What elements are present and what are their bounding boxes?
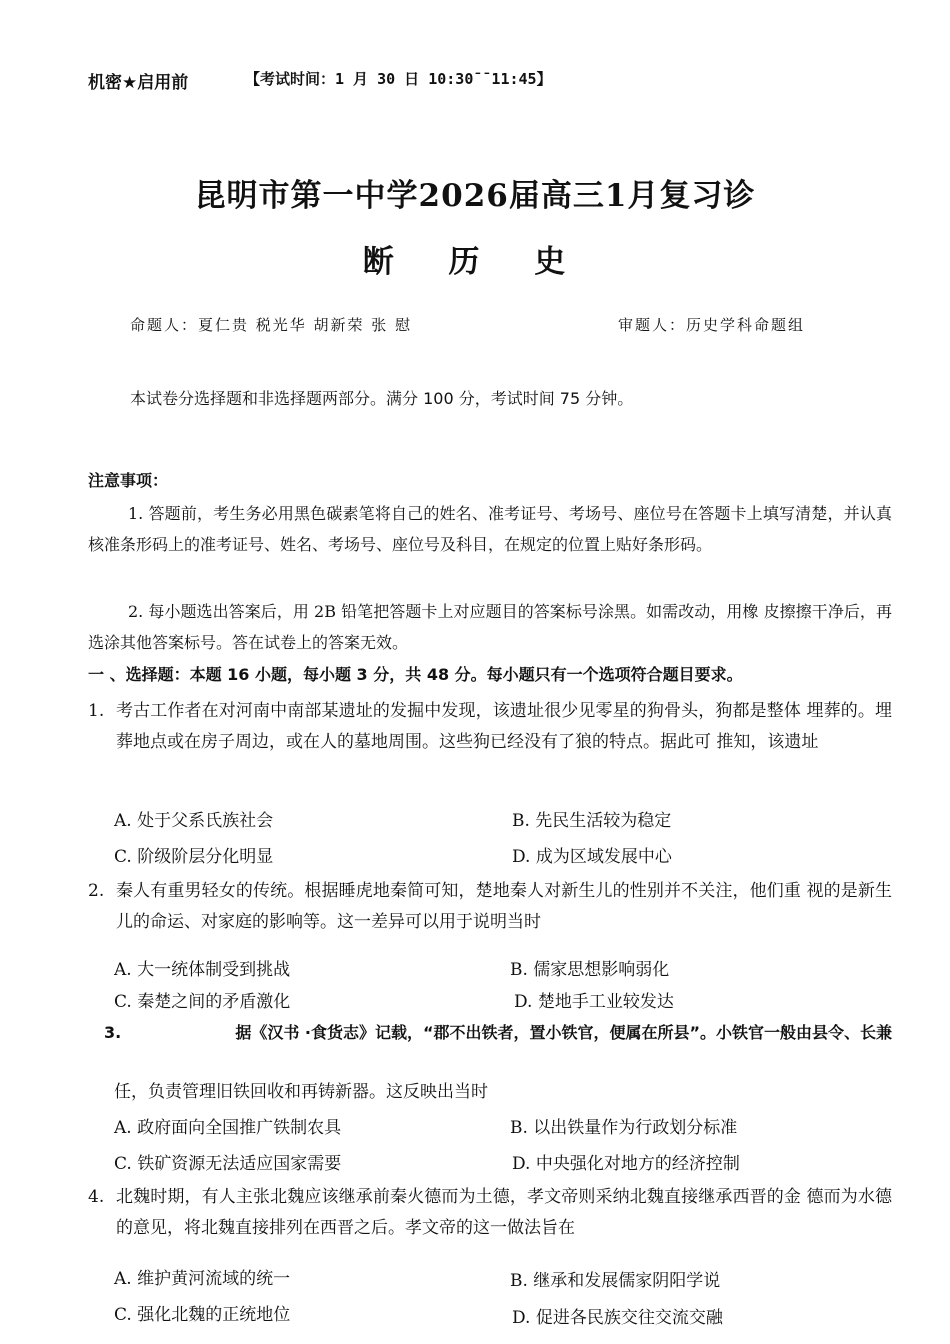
q4-option-a: A. 维护黄河流域的统一 <box>114 1269 291 1289</box>
q3-text-continued: 任，负责管理旧铁回收和再铸新器。这反映出当时 <box>114 1082 488 1102</box>
q1-option-d: D. 成为区域发展中心 <box>512 847 672 867</box>
q3-option-c: C. 铁矿资源无法适应国家需要 <box>114 1154 342 1174</box>
q4-option-c: C. 强化北魏的正统地位 <box>114 1305 291 1325</box>
question-text: 考古工作者在对河南中南部某遗址的发掘中发现，该遗址很少见零星的狗骨头，狗都是整体 埋葬的。埋葬地点或在房子周边，或在人的墓地周围。这些狗已经没有了狼的特点。据此可 推知，该遗址 <box>116 701 892 752</box>
question-text: 秦人有重男轻女的传统。根据睡虎地秦简可知，楚地秦人对新生儿的性别并不关注，他们重 视的是新生儿的命运、对家庭的影响等。这一差异可以用于说明当时 <box>116 881 892 932</box>
q1-option-b: B. 先民生活较为稳定 <box>512 811 672 831</box>
question-text: 据《汉书 ·食货志》记载，“郡不出铁者，置小铁官，便属在所县”。小铁官一般由县令、长兼 <box>235 1023 892 1042</box>
question-text: 北魏时期，有人主张北魏应该继承前秦火德而为土德，孝文帝则采纳北魏直接继承西晋的金 德而为水德的意见，将北魏直接排列在西晋之后。孝文帝的这一做法旨在 <box>116 1187 892 1238</box>
q2-option-b: B. 儒家思想影响弱化 <box>510 960 670 980</box>
confidential-label: 机密★启用前 <box>88 73 189 93</box>
exam-intro: 本试卷分选择题和非选择题两部分。满分 100 分，考试时间 75 分钟。 <box>130 389 634 408</box>
q3-option-a: A. 政府面向全国推广铁制农具 <box>114 1118 342 1138</box>
question-2 <box>88 876 892 938</box>
question-1 <box>88 696 892 758</box>
q4-option-b: B. 继承和发展儒家阴阳学说 <box>510 1271 721 1291</box>
q2-option-d: D. 楚地手工业较发达 <box>514 992 674 1012</box>
q3-option-b: B. 以出铁量作为行政划分标准 <box>510 1118 738 1138</box>
q4-option-d: D. 促进各民族交往交流交融 <box>512 1308 723 1328</box>
exam-title-line2: 断 历 史 <box>362 244 588 280</box>
question-number: 2. <box>88 881 105 901</box>
question-reviewer: 审题人：历史学科命题组 <box>618 316 806 334</box>
question-setters: 命题人：夏仁贵 税光华 胡新荣 张 慰 <box>130 316 413 334</box>
notice-title: 注意事项： <box>88 471 169 490</box>
notice-item-1: 1. 答题前，考生务必用黑色碳素笔将自己的姓名、准考证号、考场号、座位号在答题卡上填写清楚，并认真核准条形码上的准考证号、姓名、考场号、座位号及科目，在规定的位置上贴好条形码。 <box>88 504 892 554</box>
question-number: 4. <box>88 1187 105 1207</box>
question-4 <box>88 1182 892 1244</box>
question-3 <box>104 1022 892 1044</box>
q1-option-c: C. 阶级阶层分化明显 <box>114 847 274 867</box>
section-heading: 一 、选择题：本题 16 小题，每小题 3 分，共 48 分。每小题只有一个选项符合题目要求。 <box>88 665 743 684</box>
exam-title-line1: 昆明市第一中学2026届高三1月复习诊 <box>194 178 756 214</box>
question-number: 3. <box>104 1023 122 1042</box>
q2-option-c: C. 秦楚之间的矛盾激化 <box>114 992 291 1012</box>
q1-option-a: A. 处于父系氏族社会 <box>114 811 274 831</box>
q3-option-d: D. 中央强化对地方的经济控制 <box>512 1154 740 1174</box>
q2-option-a: A. 大一统体制受到挑战 <box>114 960 291 980</box>
notice-item-2: 2. 每小题选出答案后，用 2B 铅笔把答题卡上对应题目的答案标号涂黑。如需改动，用橡 皮擦擦干净后，再选涂其他答案标号。答在试卷上的答案无效。 <box>88 602 892 652</box>
question-number: 1. <box>88 701 105 721</box>
exam-time: 【考试时间：1 月 30 日 10:30¯¯11:45】 <box>245 70 552 88</box>
